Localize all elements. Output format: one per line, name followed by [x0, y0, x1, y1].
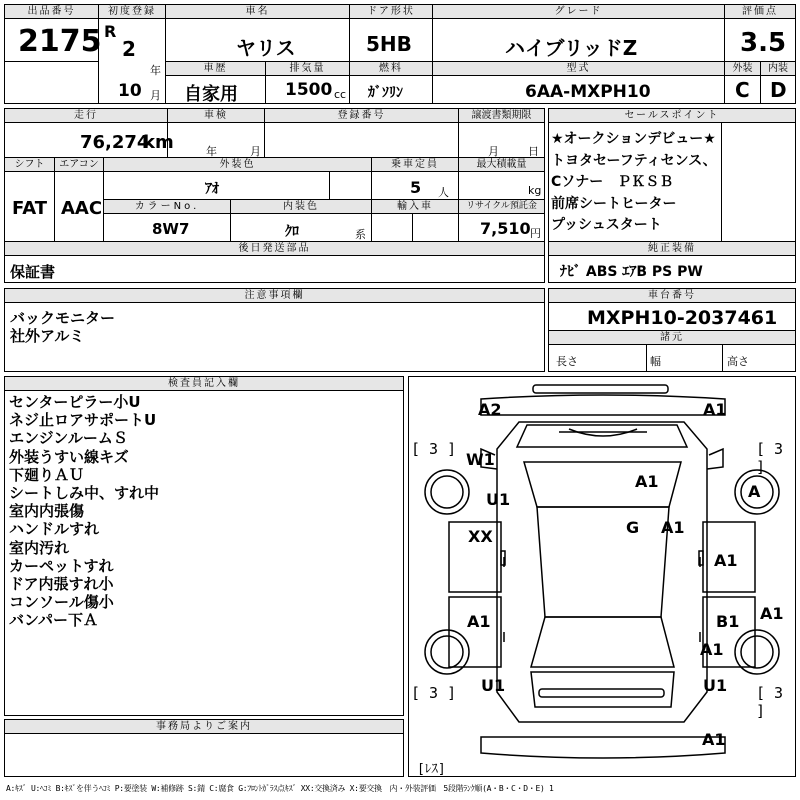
sales-point: プッシュスタート: [551, 217, 662, 233]
ext-score-label: 外装: [725, 62, 760, 76]
damage-mark: A1: [661, 518, 685, 537]
ext-score: C: [735, 78, 750, 102]
inspector-label: 検査員記入欄: [5, 377, 403, 391]
interior-color-label: 内装色: [231, 200, 371, 214]
inspector-line: 外装うすい線キズ: [9, 447, 129, 466]
car-name-label: 車名: [166, 5, 349, 19]
interior-color-unit: 系: [355, 228, 366, 241]
later-parts: 保証書: [10, 263, 56, 281]
tire-tread: [ 3 ]: [411, 440, 457, 458]
inspector-line: エンジンルームＳ: [9, 429, 128, 448]
equipment-label: 純正装備: [549, 242, 795, 256]
sales-points-list: [551, 129, 717, 237]
door-type: 5HB: [366, 32, 412, 56]
damage-mark: A: [748, 482, 761, 501]
transfer-label: 譲渡書類期限: [459, 109, 544, 123]
sales-point: 前席シートヒーター: [551, 195, 677, 212]
inspector-line: センターピラー小U: [9, 393, 141, 411]
damage-mark: A1: [714, 551, 738, 570]
score-label: 評価点: [725, 5, 795, 19]
sales-point: トヨタセーフティセンス、: [551, 152, 717, 169]
inspector-list: [9, 393, 159, 630]
tire-tread: [ 3 ]: [756, 684, 784, 720]
first-reg-label: 初度登録: [99, 5, 165, 19]
sales-point: ★オークションデビュー★: [551, 131, 716, 147]
displacement: 1500: [285, 80, 333, 100]
lot-number: 2175: [18, 24, 102, 59]
displacement-label: 排気量: [266, 62, 349, 76]
damage-mark: A1: [703, 400, 727, 419]
mileage-label: 走行: [5, 109, 167, 123]
car-diagram: [408, 376, 796, 777]
sales-point: Cソナー ＰＫＳＢ: [551, 174, 674, 190]
exterior-color-label: 外装色: [104, 158, 371, 172]
reg-era: R: [104, 22, 117, 41]
transfer-month-unit: 月: [488, 145, 499, 158]
damage-mark: A1: [467, 612, 491, 631]
score: 3.5: [740, 28, 787, 58]
notes-label: 注意事項欄: [5, 289, 544, 303]
car-outline: [409, 377, 795, 776]
inspector-line: バンパー下Ａ: [9, 611, 98, 630]
inspection-year-unit: 年: [206, 145, 217, 158]
exterior-color: ｱｵ: [205, 181, 219, 197]
capacity: 5: [410, 178, 422, 197]
car-history: 自家用: [184, 84, 238, 105]
damage-mark: A1: [760, 604, 784, 623]
tire-tread: [ 3 ]: [411, 684, 457, 702]
damage-mark: XX: [468, 527, 493, 546]
grade: ハイブリッドZ: [505, 36, 638, 60]
aircon: AAC: [61, 198, 103, 219]
model-label: 型式: [433, 62, 724, 76]
damage-mark: A1: [702, 730, 726, 749]
damage-mark: A1: [635, 472, 659, 491]
damage-mark: W1: [466, 450, 495, 469]
dim-height-label: 高さ: [727, 355, 749, 368]
inspector-line: ネジ止ロアサポートU: [9, 411, 157, 430]
car-name: ヤリス: [236, 36, 296, 60]
reg-month: 10: [118, 81, 142, 101]
dim-length-label: 長さ: [556, 355, 578, 368]
chassis-label: 車台番号: [549, 289, 795, 303]
notes-list: [10, 309, 115, 345]
model-code: 6AA-MXPH10: [525, 82, 651, 102]
dim-width-label: 幅: [650, 355, 661, 368]
shift: FAT: [12, 198, 48, 219]
import-label: 輸入車: [372, 200, 458, 214]
capacity-unit: 人: [438, 186, 449, 199]
damage-mark: G: [626, 518, 640, 537]
damage-mark: U1: [481, 676, 506, 695]
damage-mark: A2: [478, 400, 502, 419]
inspector-line: 室内汚れ: [9, 538, 70, 557]
note-line: バックモニター: [10, 309, 116, 327]
later-parts-label: 後日発送部品: [5, 242, 544, 256]
capacity-label: 乗車定員: [372, 158, 458, 172]
tire-tread: [ 3 ]: [756, 440, 784, 476]
sales-points-label: セールスポイント: [549, 109, 795, 123]
grade-label: グレード: [433, 5, 724, 19]
color-no: 8W7: [152, 220, 190, 238]
equipment: ﾅﾋﾞ ABS ｴｱB PS PW: [560, 264, 703, 280]
inspector-line: シートしみ中、すれ中: [9, 484, 160, 503]
door-label: ドア形状: [350, 5, 432, 19]
int-score-label: 内装: [761, 62, 795, 76]
inspection-label: 車検: [168, 109, 264, 123]
legend-footer: A:ｷｽﾞ U:ﾍｺﾐ B:ｷｽﾞを伴うﾍｺﾐ P:要塗装 W:補修跡 S:錆 C:腐食 G:ﾌﾛﾝﾄｶﾞﾗｽ点ｷｽﾞ XX:交換済み X:要交換 内・外装評価 5段階ﾗﾝｸ順(A・B・C・D・E) 1: [6, 784, 554, 793]
fuel: ｶﾞｿﾘﾝ: [368, 85, 403, 101]
ac-label: エアコン: [55, 158, 103, 172]
fuel-label: 燃料: [350, 62, 432, 76]
inspector-line: カーペットすれ: [9, 556, 114, 575]
chassis-number: MXPH10-2037461: [587, 307, 778, 329]
damage-mark: U1: [703, 676, 728, 695]
int-score: D: [770, 78, 787, 102]
history-label: 車歴: [166, 62, 265, 76]
color-no-label: カラーNo.: [104, 200, 230, 214]
damage-mark: A1: [700, 640, 724, 659]
mileage-unit: km: [143, 132, 174, 153]
displacement-unit: cc: [334, 88, 347, 101]
lot-label: 出品番号: [5, 5, 98, 19]
inspector-line: ドア内張すれ小: [9, 575, 114, 594]
reg-number-label: 登録番号: [265, 109, 458, 123]
spec-block: [4, 108, 545, 242]
inspector-line: コンソール傷小: [9, 593, 114, 612]
shift-label: シフト: [5, 158, 54, 172]
dims-label: 諸元: [549, 331, 795, 345]
inspector-line: ハンドルすれ: [9, 520, 100, 539]
recycle-label: リサイクル預託金: [459, 200, 544, 214]
inspection-month-unit: 月: [250, 145, 261, 158]
mileage: 76,274: [80, 132, 150, 153]
spare-tire: [ﾚｽ]: [417, 762, 446, 777]
recycle-unit: 円: [530, 227, 541, 240]
reg-year: 2: [122, 37, 136, 61]
reg-year-unit: 年: [150, 64, 161, 77]
inspector-line: 室内内張傷: [9, 502, 85, 521]
damage-mark: U1: [486, 490, 511, 509]
reg-month-unit: 月: [150, 89, 161, 102]
max-load-unit: kg: [528, 184, 542, 197]
note-line: 社外アルミ: [10, 327, 85, 346]
max-load-label: 最大積載量: [459, 158, 544, 172]
inspector-line: 下廻りＡＵ: [9, 465, 85, 484]
damage-mark: B1: [716, 612, 740, 631]
transfer-day-unit: 日: [528, 145, 539, 158]
recycle-fee: 7,510: [480, 219, 531, 238]
office-label: 事務局よりご案内: [5, 720, 403, 734]
interior-color: ｸﾛ: [285, 224, 299, 240]
